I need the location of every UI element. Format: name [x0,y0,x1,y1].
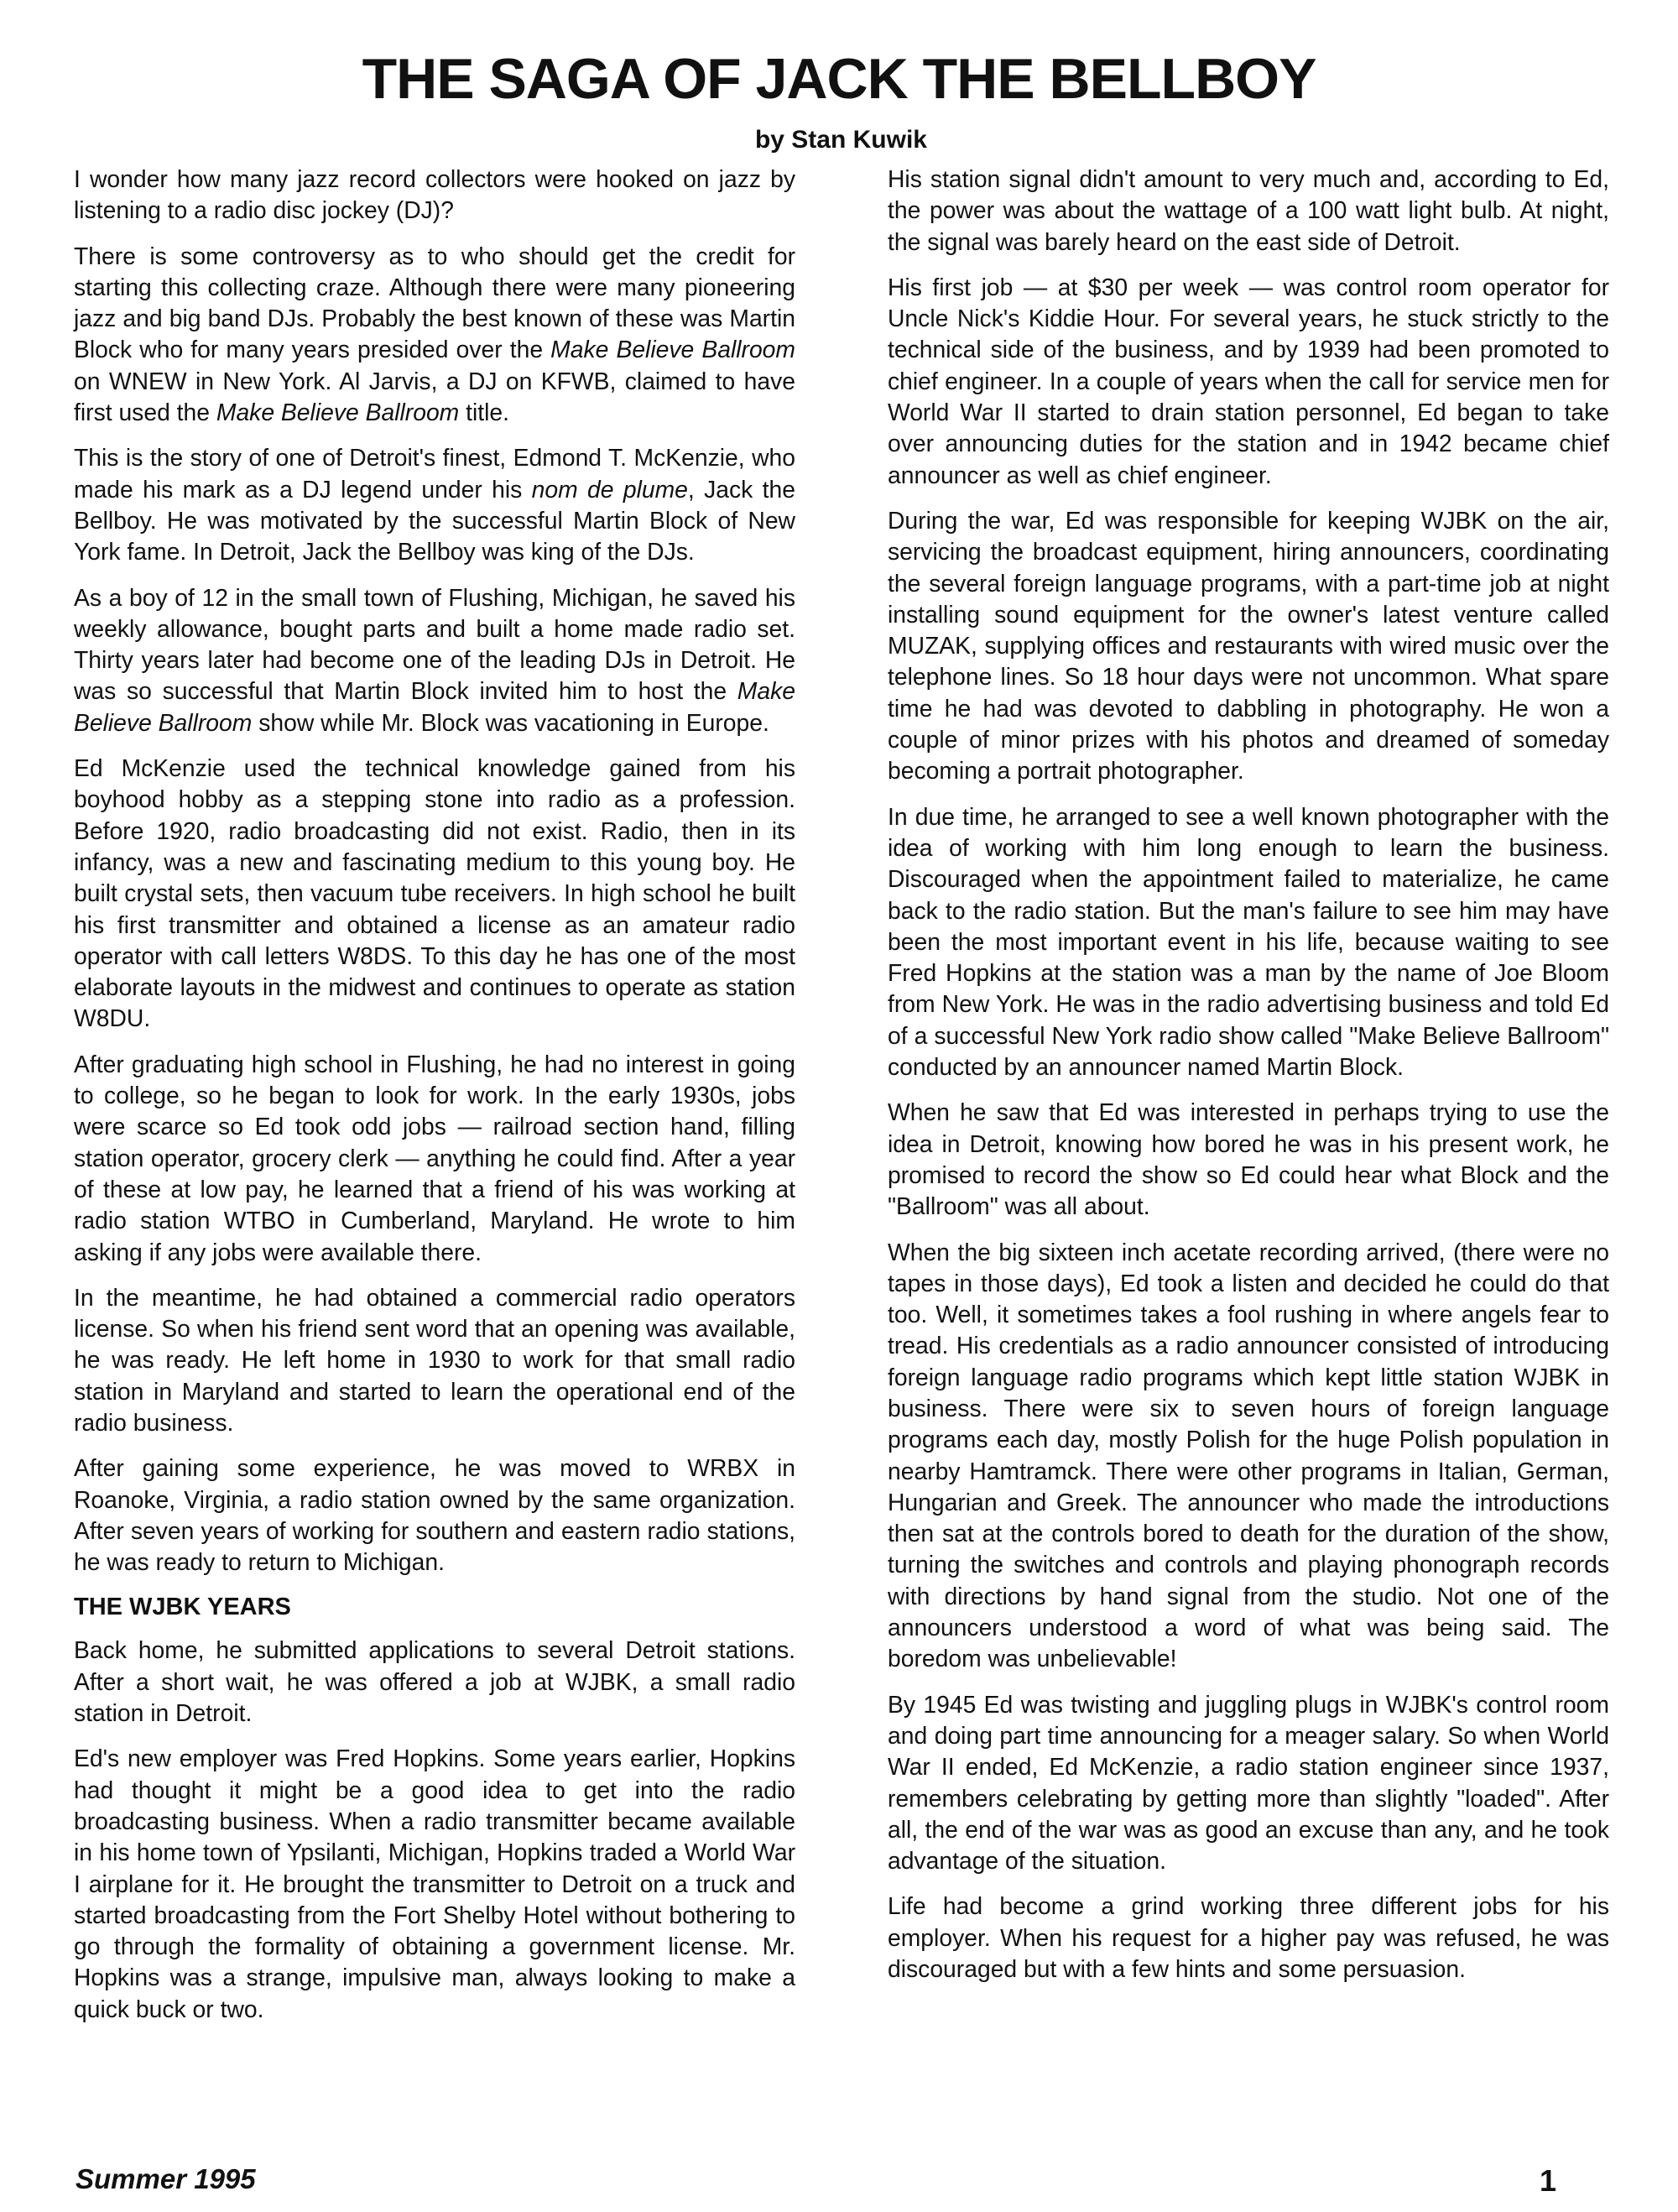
paragraph: After gaining some experience, he was moved to WRBX in Roanoke, Virginia, a radio station owned by the same organization. After seven years of working for southern and eastern radio stations, he was ready to return to Michigan. [74,1454,795,1576]
paragraph: In the meantime, he had obtained a commercial radio operators license. So when his friend sent word that an opening was available, he was ready. He left home in 1930 to work for that small radio station in Maryland and started to learn the operational end of the radio business. [74,1283,795,1436]
paragraph: Life had become a grind working three different jobs for his employer. When his request for a higher pay was refused, he was discouraged but with a few hints and some persuasion. [888,1892,1609,1983]
italic-term: nom de plume [531,475,688,503]
paragraph: Ed's new employer was Fred Hopkins. Some years earlier, Hopkins had thought it might be a good idea to get into the radio broadcasting business. When a radio transmitter became available in his home town of Ypsilanti, Michigan, Hopkins traded a World War I airplane for it. He brought the transmitter to Detroit on a truck and started broadcasting from the Fort Shelby Hotel without bothering to go through the formality of obtaining a government license. Mr. Hopkins was a strange, impulsive man, always looking to make a quick buck or two. [74,1745,795,2022]
article-title: THE SAGA OF JACK THE BELLBOY [362,47,1316,111]
paragraph: His first job — at $30 per week — was control room operator for Uncle Nick's Kiddie Hour. For several years, he stuck strictly to the technical side of the business, and by 1939 had been promoted to chief engineer. In a couple of years when the call for service men for World War II started to drain station personnel, Ed began to take over announcing duties for the station and in 1942 became chief announcer as well as chief engineer. [888,273,1609,488]
paragraph: There is some controversy as to who should get the credit for starting this collecting craze. Although there were many pioneering jazz and big band DJs. Probably the best known of these was Martin Block who for many years presided over the Make Believe Ballroom on WNEW in New York. Al Jarvis, a DJ on KFWB, claimed to have first used the Make Believe Ballroom title. [74,242,795,426]
issue-season: Summer 1995 [76,2163,256,2194]
paragraph: When he saw that Ed was interested in perhaps trying to use the idea in Detroit, knowing how bored he was in his present work, he promised to record the show so Ed could hear what Block and the "Ballroom" was all about. [888,1098,1609,1220]
page-number: 1 [1540,2163,1557,2198]
paragraph: His station signal didn't amount to very much and, according to Ed, the power was about the wattage of a 100 watt light bulb. At night, the signal was barely heard on the east side of Detroit. [888,165,1609,255]
show-title: Make Believe Ballroom [74,677,795,736]
paragraph: When the big sixteen inch acetate recording arrived, (there were no tapes in those days), Ed took a listen and decided he could do that too. Well, it sometimes takes a fool rushing in where angels fear to tread. His credentials as a radio announcer consisted of introducing foreign language radio programs which kept little station WJBK in business. There were six to seven hours of foreign language programs each day, mostly Polish for the huge Polish population in nearby Hamtramck. There were other programs in Italian, German, Hungarian and Greek. The announcer who made the introductions then sat at the controls bored to death for the duration of the show, turning the switches and controls and playing phonograph records with directions by hand signal from the studio. Not one of the announcers understood a word of what was being said. The boredom was unbelievable! [888,1238,1609,1672]
section-heading: THE WJBK YEARS [74,1594,291,1621]
article-byline: by Stan Kuwik [754,126,927,154]
paragraph: By 1945 Ed was twisting and juggling plugs in WJBK's control room and doing part time announcing for a meager salary. So when World War II ended, Ed McKenzie, a radio station engineer since 1937, remembers celebrating by getting more than slightly "loaded". After all, the end of the war was as good an excuse than any, and he took advantage of the situation. [888,1690,1609,1875]
paragraph: Ed McKenzie used the technical knowledge gained from his boyhood hobby as a stepping stone into radio as a profession. Before 1920, radio broadcasting did not exist. Radio, then in its infancy, was a new and fascinating medium to this young boy. He built crystal sets, then vacuum tube receivers. In high school he built his first transmitter and obtained a license as an amateur radio operator with call letters W8DS. To this day he has one of the most elaborate layouts in the midwest and continues to operate as station W8DU. [74,754,795,1032]
paragraph: Back home, he submitted applications to several Detroit stations. After a short wait, he was offered a job at WJBK, a small radio station in Detroit. [74,1636,795,1727]
paragraph: After graduating high school in Flushing, he had no interest in going to college, so he began to look for work. In the early 1930s, jobs were scarce so Ed took odd jobs — railroad section hand, filling station operator, grocery clerk — anything he could find. After a year of these at low pay, he learned that a friend of his was working at radio station WTBO in Cumberland, Maryland. He wrote to him asking if any jobs were available there. [74,1050,795,1265]
show-title: Make Believe Ballroom [216,399,460,426]
show-title: Make Believe Ballroom [550,336,795,363]
paragraph: I wonder how many jazz record collectors were hooked on jazz by listening to a radio disc jockey (DJ)? [74,165,795,224]
paragraph: In due time, he arranged to see a well known photographer with the idea of working with him long enough to learn the business. Discouraged when the appointment failed to materialize, he came back to the radio station. But the man's failure to see him may have been the most important event in his life, because waiting to see Fred Hopkins at the station was a man by the name of Joe Bloom from New York. He was in the radio advertising business and told Ed of a successful New York radio show called "Make Believe Ballroom" conducted by an announcer named Martin Block. [888,802,1609,1081]
paragraph: This is the story of one of Detroit's finest, Edmond T. McKenzie, who made his mark as a DJ legend under his nom de plume, Jack the Bellboy. He was motivated by the successful Martin Block of New York fame. In Detroit, Jack the Bellboy was king of the DJs. [74,444,795,566]
paragraph: As a boy of 12 in the small town of Flushing, Michigan, he saved his weekly allowance, bought parts and built a home made radio set. Thirty years later had become one of the leading DJs in Detroit. He was so successful that Martin Block invited him to host the Make Believe Ballroom show while Mr. Block was vacationing in Europe. [74,583,795,736]
right-column [888,164,1609,1999]
left-column [74,164,795,2039]
paragraph: During the war, Ed was responsible for keeping WJBK on the air, servicing the broadcast equipment, hiring announcers, coordinating the several foreign language programs, with a part-time job at night installing sound equipment for the owner's latest venture called MUZAK, supplying offices and restaurants with wired music over the telephone lines. So 18 hour days were not uncommon. What spare time he had was devoted to dabbling in photography. He won a couple of minor prizes with his photos and dreamed of someday becoming a portrait photographer. [888,506,1609,785]
